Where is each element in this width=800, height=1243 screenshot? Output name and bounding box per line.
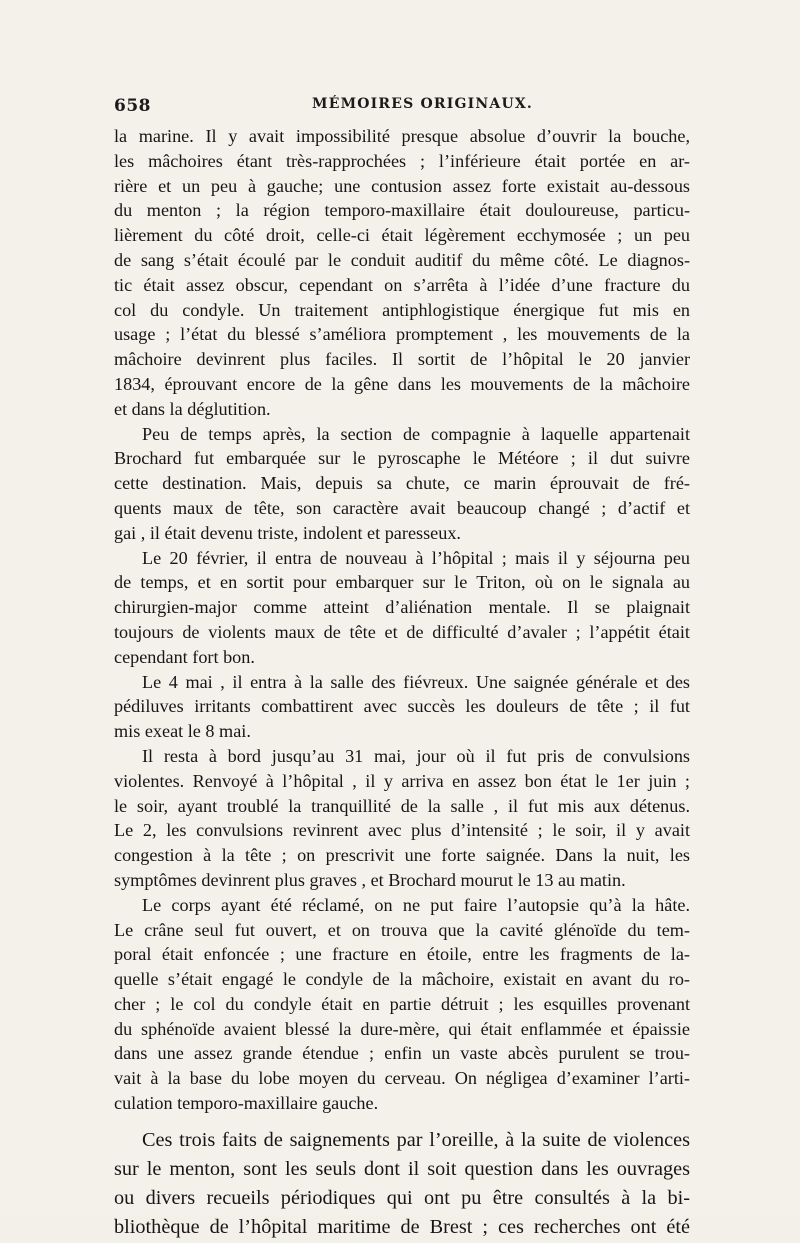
paragraph-7 <box>114 1126 690 1243</box>
text-line: col du condyle. Un traitement antiphlogistique énergique fut mis en <box>114 299 690 320</box>
text-line: Le crâne seul fut ouvert, et on trouva que la cavité glénoïde du tem- <box>114 919 690 940</box>
text-line: tic était assez obscur, cependant on s’arrêta à l’idée d’une fracture du <box>114 274 690 295</box>
text-line: sur le menton, sont les seuls dont il soit question dans les ouvrages <box>114 1158 690 1181</box>
text-line: de temps, et en sortit pour embarquer sur le Triton, où on le signala au <box>114 572 690 593</box>
text-line: gai , il était devenu triste, indolent et paresseux. <box>114 522 461 543</box>
text-line: cette destination. Mais, depuis sa chute, ce marin éprouvait de fré- <box>114 473 690 494</box>
text-line: Il resta à bord jusqu’au 31 mai, jour où il fut pris de convulsions <box>142 745 690 766</box>
text-line: mâchoire devinrent plus faciles. Il sortit de l’hôpital le 20 janvier <box>114 349 690 370</box>
text-line: rière et un peu à gauche; une contusion assez forte existait au-dessous <box>114 175 690 196</box>
text-line: lièrement du côté droit, celle-ci était légèrement ecchymosée ; un peu <box>114 225 690 246</box>
text-line: mis exeat le 8 mai. <box>114 721 251 742</box>
text-line: Brochard fut embarquée sur le pyroscaphe le Météore ; il dut suivre <box>114 448 690 469</box>
page-number: 658 <box>114 96 151 116</box>
text-line: Peu de temps après, la section de compagnie à laquelle appartenait <box>142 423 690 444</box>
paragraph-6 <box>114 893 690 1116</box>
text-line: poral était enfoncée ; une fracture en étoile, entre les fragments de la- <box>114 944 690 965</box>
text-line: Ces trois faits de saignements par l’oreille, à la suite de violences <box>142 1128 690 1151</box>
text-line: usage ; l’état du blessé s’améliora promptement , les mouvements de la <box>114 324 690 345</box>
text-line: symptômes devinrent plus graves , et Brochard mourut le 13 au matin. <box>114 869 626 890</box>
text-line: le soir, ayant troublé la tranquillité de la salle , il fut mis aux détenus. <box>114 795 690 816</box>
text-line: bliothèque de l’hôpital maritime de Brest ; ces recherches ont été <box>114 1216 690 1239</box>
text-line: vait à la base du lobe moyen du cerveau. On négligea d’examiner l’arti- <box>114 1068 690 1089</box>
text-line: quents maux de tête, son caractère avait beaucoup changé ; d’actif et <box>114 497 690 518</box>
text-line: ou divers recueils périodiques qui ont pu être consultés à la bi- <box>114 1187 690 1210</box>
text-line: Le 2, les convulsions revinrent avec plus d’intensité ; le soir, il y avait <box>114 820 690 841</box>
text-line: cependant fort bon. <box>114 646 255 667</box>
text-line: quelle s’était engagé le condyle de la mâchoire, existait en avant du ro- <box>114 969 690 990</box>
running-title: MÉMOIRES ORIGINAUX. <box>312 96 533 112</box>
text-line: les mâchoires étant très-rapprochées ; l’inférieure était portée en ar- <box>114 150 690 171</box>
text-line: du sphénoïde avaient blessé la dure-mère, qui était enflammée et épaissie <box>114 1018 690 1039</box>
text-line: et dans la déglutition. <box>114 398 271 419</box>
text-line: dans une assez grande étendue ; enfin un vaste abcès purulent se trou- <box>114 1043 690 1064</box>
text-line: pédiluves irritants combattirent avec succès les douleurs de tête ; il fut <box>114 696 690 717</box>
text-line: de sang s’était écoulé par le conduit auditif du même côté. Le diagnos- <box>114 249 690 270</box>
text-line: Le 20 février, il entra de nouveau à l’hôpital ; mais il y séjourna peu <box>142 547 690 568</box>
text-line: culation temporo-maxillaire gauche. <box>114 1093 379 1114</box>
body-text <box>114 124 690 1243</box>
paragraph-3 <box>114 546 690 670</box>
text-line: la marine. Il y avait impossibilité presque absolue d’ouvrir la bouche, <box>114 126 690 146</box>
text-line: Le 4 mai , il entra à la salle des fiévreux. Une saignée générale et des <box>142 671 690 692</box>
text-line: Le corps ayant été réclamé, on ne put faire l’autopsie qu’à la hâte. <box>142 894 690 915</box>
text-line: violentes. Renvoyé à l’hôpital , il y arriva en assez bon état le 1er juin ; <box>114 770 690 791</box>
page-header <box>114 96 690 120</box>
paragraph-1 <box>114 124 690 422</box>
text-line: cher ; le col du condyle était en partie détruit ; les esquilles provenant <box>114 993 690 1014</box>
paragraph-4 <box>114 670 690 744</box>
text-line: congestion à la tête ; on prescrivit une forte saignée. Dans la nuit, les <box>114 845 690 866</box>
paragraph-5 <box>114 744 690 893</box>
text-line: du menton ; la région temporo-maxillaire était douloureuse, particu- <box>114 200 690 221</box>
text-line: toujours de violents maux de tête et de difficulté d’avaler ; l’appétit était <box>114 621 690 642</box>
text-line: 1834, éprouvant encore de la gêne dans les mouvements de la mâchoire <box>114 373 690 394</box>
paragraph-2 <box>114 422 690 546</box>
text-line: chirurgien-major comme atteint d’aliénation mentale. Il se plaignait <box>114 597 690 618</box>
